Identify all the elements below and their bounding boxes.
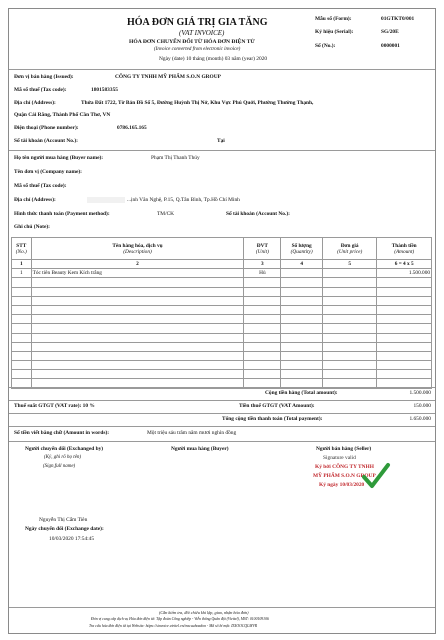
index-cell: 1 [12,260,32,269]
table-row-empty [12,333,432,342]
col-header-unit: ĐVT (Unit) [244,238,281,260]
converter-name: Nguyễn Thị Cẩm Tiên [39,517,88,523]
buyer-tax-label: Mã số thuế (Tax code): [14,183,67,189]
divider [9,607,435,608]
table-row-empty [12,287,432,296]
converter-sub-label-en: (Sign,full name) [43,464,76,469]
items-table [11,237,432,389]
table-row-empty [12,305,432,314]
signed-by-label: Ký bởi CÔNG TY TNHH [315,464,374,470]
index-cell: 2 [31,260,244,269]
divider [9,150,435,151]
divider [9,426,435,427]
converted-en-label: (Invoice converted from electronic invoice) [154,47,241,52]
converter-sub-label: (Ký, ghi rõ họ tên) [44,455,82,460]
table-header-row [12,238,432,260]
buyer-signature-label: Người mua hàng (Buyer) [171,446,229,452]
divider [9,413,435,414]
converter-label: Người chuyển đổi (Exchanged by) [25,446,104,452]
seller-phone-label: Điện thoại (Phone number): [14,125,79,131]
table-row-empty [12,370,432,379]
seller-address: Thửa Đất 1722, Tờ Bản Đồ Số 5, Đường Huỳnh Thị Nở, Khu Vực Phú Quới, Phường Thường Thạnh, [81,100,314,106]
table-row-empty [12,351,432,360]
table-row-empty [12,342,432,351]
number-label: Số (No.): [315,43,336,49]
footer-lookup: Tra cứu hóa đơn điện tử tại Website: https://sinvoice.viettel.vn/tracuuhoadon - Mã số bí mật: DXOOCQLMVR [89,624,258,628]
index-cell: 6 = 4 x 5 [377,260,432,269]
note-label: Ghi chú (Note): [14,224,50,230]
table-row-empty [12,315,432,324]
seller-tax: 1801583355 [91,87,118,93]
signature-valid-label: Signature valid [323,455,356,461]
index-cell: 4 [281,260,322,269]
total-payment-value: 1.650.000 [409,416,431,422]
divider [9,387,435,388]
total-payment-label: Tổng cộng tiền thanh toán (Total payment): [222,416,323,422]
converted-label: HÓA ĐƠN CHUYỂN ĐỔI TỪ HÓA ĐƠN ĐIỆN TỬ [129,39,255,45]
exchange-date-label: Ngày chuyển đổi (Exchange date): [25,526,104,532]
col-header-description: Tên hàng hóa, dịch vụ (Description) [31,238,244,260]
row-unit-price [322,269,377,278]
table-row-empty [12,278,432,287]
digital-signature-stamp [309,455,423,499]
seller-signature-label: Người bán hàng (Seller) [316,446,372,452]
redacted-block [87,197,125,203]
buyer-address: ...ịnh Văn Nghệ, P.15, Q.Tân Bình, Tp.Hồ Chí Minh [127,197,240,203]
invoice-subtitle: (VAT INVOICE) [179,29,225,37]
exchange-date-value: 10/03/2020 17:54:45 [49,536,95,542]
divider [9,400,435,401]
row-no: 1 [12,269,32,278]
form-value: 01GTKT0/001 [381,16,415,22]
amount-words: Một triệu sáu trăm năm mươi nghìn đồng [147,430,237,436]
table-row [12,269,432,278]
invoice-title: HÓA ĐƠN GIÁ TRỊ GIA TĂNG [127,17,268,28]
col-header-no: STT (No.) [12,238,32,260]
index-cell: 5 [322,260,377,269]
divider [9,441,435,442]
seller-account-label: Số tài khoản (Account No.): [14,138,78,144]
seller-name: CÔNG TY TNHH MỸ PHẨM S.O.N GROUP [115,74,221,80]
invoice-page [8,8,436,634]
signed-by-company: MỸ PHẨM S.O.N GROUP [313,473,376,479]
seller-address-label: Địa chỉ (Address): [14,100,56,106]
col-header-quantity: Số lượng (Quantity) [281,238,322,260]
buyer-company-label: Tên đơn vị (Company name): [14,169,82,175]
invoice-date: Ngày (date) 10 tháng (month) 03 năm (year) 2020 [159,56,268,62]
seller-bank-label: Tại [217,138,225,144]
form-label: Mẫu số (Form): [315,16,352,22]
buyer-account-label: Số tài khoản (Account No.): [226,211,290,217]
table-index-row [12,260,432,269]
number-value: 0000001 [381,43,400,49]
serial-label: Ký hiệu (Serial): [315,29,354,35]
vat-rate-label: Thuế suất GTGT (VAT rate): 10 % [14,403,95,409]
row-quantity [281,269,322,278]
footer-provider: Đơn vị cung cấp dịch vụ Hóa đơn điện tử: Tập đoàn Công nghiệp - Viễn thông Quân đội (Viettel), MST: 0100109106 [91,617,269,621]
serial-value: SG/20E [381,29,399,35]
table-row-empty [12,324,432,333]
vat-amount-value: 150.000 [413,403,431,409]
seller-tax-label: Mã số thuế (Tax code): [14,87,67,93]
signed-date: Ký ngày 10/03/2020 [319,482,365,488]
payment-method: TM/CK [157,211,175,217]
check-icon [361,461,391,491]
subtotal-value: 1.500.000 [409,390,431,396]
vat-amount-label: Tiền thuế GTGT (VAT Amount): [239,403,315,409]
seller-phone: 0786.165.165 [117,125,147,131]
divider [9,69,435,70]
row-description: Tóc tiên Beauty Kem Kích trắng [31,269,244,278]
footer-check-note: (Cần kiểm tra, đối chiếu khi lập, giao, nhận hóa đơn) [159,610,249,615]
col-header-unit-price: Đơn giá (Unit price) [322,238,377,260]
seller-address-line2: Quận Cái Răng, Thành Phố Cần Thơ, VN [14,112,111,118]
table-row-empty [12,361,432,370]
payment-method-label: Hình thức thanh toán (Payment method): [14,211,110,217]
seller-name-label: Đơn vị bán hàng (Issued): [14,74,74,80]
buyer-name-label: Họ tên người mua hàng (Buyer name): [14,155,104,161]
subtotal-label: Cộng tiền hàng (Total amount): [265,390,338,396]
buyer-address-label: Địa chỉ (Address): [14,197,56,203]
amount-words-label: Số tiền viết bằng chữ (Amount in words): [14,430,110,436]
row-unit: Hủ [244,269,281,278]
col-header-amount: Thành tiền (Amount) [377,238,432,260]
row-amount: 1.500.000 [377,269,432,278]
index-cell: 3 [244,260,281,269]
buyer-name: Phạm Thị Thanh Thúy [151,155,200,161]
table-row-empty [12,296,432,305]
